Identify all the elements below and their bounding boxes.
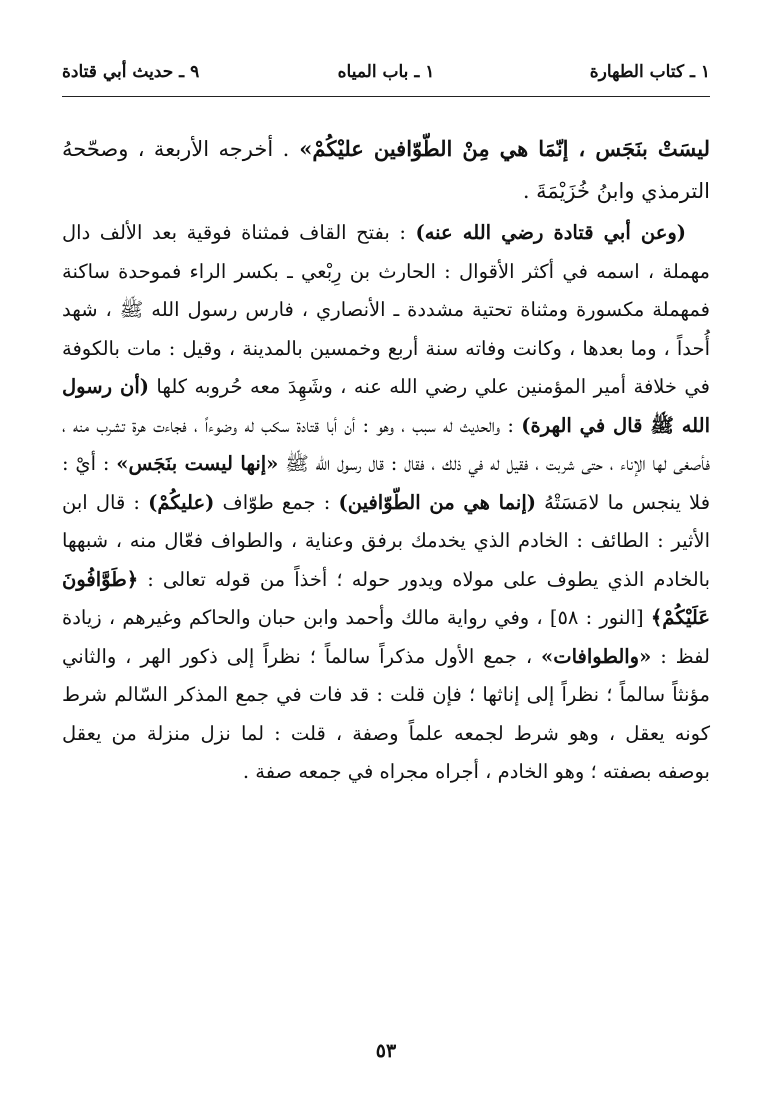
text-segment: [النور : ٥٨] ، وفي رواية مالك وأحمد وابن حبان والحاكم وغيرهم ، زيادة لفظ : bbox=[62, 606, 710, 668]
body-text bbox=[62, 128, 710, 792]
text-segment: (إنما هي من الطّوّافين) bbox=[338, 490, 536, 514]
text-segment: ليسَتْ بنَجَس ، إنّمَا هي مِنْ الطّوّافين عليْكُمْ» bbox=[289, 136, 711, 161]
text-segment: (وعن أبي قتادة رضي الله عنه) bbox=[415, 221, 686, 244]
text-segment: «إنها ليست بنَجَس» bbox=[116, 452, 279, 475]
text-segment: : بفتح القاف فمثناة فوقية بعد الألف دال مهملة ، اسمه في أكثر الأقوال : الحارث بن رِبْعي ـ بكسر الراء فموحدة ساكنة فمهملة مكسورة ومثناة تحتية مشددة ـ الأنصاري ، فارس رسول الله ﷺ ، شهد أُحداً ، وما بعدها ، وكانت وفاته سنة أربع وخمسين بالمدينة ، وقيل : مات بالكوفة في خلافة أمير المؤمنين علي رضي الله عنه ، وشَهِدَ معه حُروبه كلها bbox=[62, 221, 710, 398]
text-segment: (أن رسول الله ﷺ قال في الهرة) bbox=[62, 375, 711, 437]
paragraph-hadith-end bbox=[62, 128, 710, 212]
header-hadith-title: ٩ ـ حديث أبي قتادة bbox=[62, 62, 200, 82]
text-segment: (عليكُمْ) bbox=[148, 490, 215, 514]
running-header bbox=[62, 62, 710, 96]
text-segment: : قال ابن الأثير : الطائف : الخادم الذي يخدمك برفق وعناية ، والطواف فعّال منه ، شبهها بالخادم الذي يطوف على مولاه ويدور حوله ؛ أخذاً من قوله تعالى : bbox=[62, 490, 710, 591]
text-segment: ، جمع الأول مذكراً سالماً ؛ نظراً إلى ذكور الهر ، والثاني مؤنثاً سالماً ؛ نظراً إلى إناثها ؛ فإن قلت : قد فات في جمع المذكر السّالم شرط كونه يعقل ، وهو شرط لجمعه علماً وصفة ، قلت : لما نزل منزلة من يعقل بوصفه بصفته ؛ وهو الخادم ، أجراه مجراه في جمعه صفة . bbox=[62, 644, 710, 783]
text-segment: : والحديث له سبب ، وهو : أن أبا قتادة سكب له وضوءاً ، فجاءت هرة تشرب منه ، فأصغى لها الإناء ، حتى شربت ، فقيل له في ذلك ، فقال : قال رسول الله ﷺ bbox=[62, 413, 710, 475]
header-divider bbox=[62, 96, 710, 97]
text-segment: «والطوافات» bbox=[541, 644, 652, 668]
text-segment: : أيْ : فلا ينجس ما لامَسَتْهُ bbox=[62, 452, 711, 514]
text-segment: : جمع طوّاف bbox=[214, 490, 339, 514]
text-segment: ﴿طَوَّافُونَ عَلَيْكُمْ﴾ bbox=[62, 567, 710, 629]
page-number: ٥٣ bbox=[375, 1040, 397, 1062]
text-segment: . أخرجه الأربعة ، وصحّحهُ الترمذي وابنُ خُزَيْمَةَ . bbox=[62, 137, 710, 203]
header-chapter-title: ١ ـ باب المياه bbox=[337, 62, 435, 82]
header-book-title: ١ ـ كتاب الطهارة bbox=[589, 62, 710, 82]
paragraph-commentary bbox=[62, 214, 710, 792]
book-page bbox=[62, 0, 710, 1093]
